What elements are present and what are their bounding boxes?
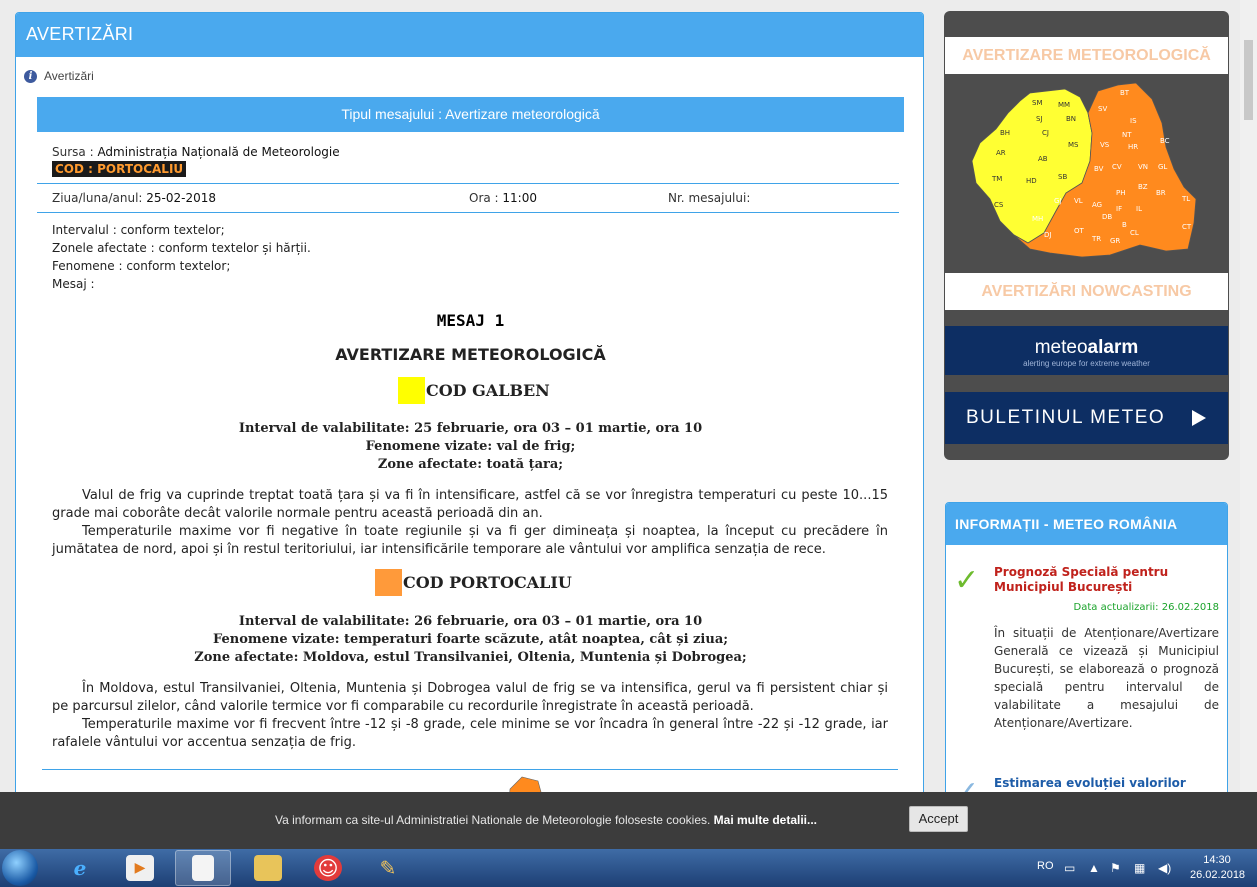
county-label-db: DB [1102,213,1113,221]
volume-icon[interactable]: ◀) [1158,861,1172,875]
county-label-ag: AG [1092,201,1103,209]
meteoalarm-logo-b: alarm [1087,337,1139,358]
orange-paragraph-1: În Moldova, estul Transilvaniei, Oltenia, Muntenia și Dobrogea valul de frig se va intensifica, gerul va fi persistent chiar și pe parcursul zilelor, când valorile termice vor fi comparabile cu recordurile înregistrate în această perioadă. [52,681,888,714]
hour-line [469,191,537,205]
warning-title: AVERTIZARE METEOROLOGICĂ [335,345,606,364]
scrollbar[interactable] [1240,0,1257,850]
county-label-bv: BV [1094,165,1104,173]
system-tray [1030,849,1257,887]
county-label-tm: TM [992,175,1003,183]
orange-interval: Interval de valabilitate: 26 februarie, ora 03 – 01 martie, ora 10 [238,614,703,629]
date-label: Ziua/luna/anul: [52,191,147,205]
main-header: AVERTIZĂRI [16,13,923,57]
flag-icon[interactable]: ⚑ [1110,861,1121,875]
code-badge: COD : PORTOCALIU [52,161,186,177]
county-label-bt: BT [1120,89,1130,97]
clock-date: 26.02.2018 [1190,869,1246,881]
app-taskbar-button[interactable] [300,850,356,886]
show-hidden-icon[interactable]: ▲ [1088,861,1100,875]
county-label-ot: OT [1074,227,1084,235]
interval-label: Intervalul : [52,223,121,237]
county-label-ct: CT [1182,223,1192,231]
info-panel [945,502,1228,812]
ie-taskbar-button[interactable] [52,850,108,886]
county-label-gj: GJ [1054,197,1062,205]
source-value: Administrația Națională de Meteorologie [97,145,340,159]
taskbar [0,849,1257,887]
county-label-bn: BN [1066,115,1077,123]
divider [37,183,899,184]
zones-line [52,239,311,257]
media-player-icon: ▶ [126,855,154,881]
breadcrumb [24,69,94,83]
code-orange-heading [375,569,572,596]
scrollbar-thumb[interactable] [1244,40,1253,120]
orange-phenomena: Fenomene vizate: temperaturi foarte scăzute, atât noaptea, cât și ziua; [212,632,729,647]
paint-icon: ✎ [379,856,397,880]
county-label-ph: PH [1116,189,1126,197]
county-label-sm: SM [1032,99,1043,107]
accept-button[interactable]: Accept [909,806,968,832]
county-label-bz: BZ [1138,183,1148,191]
clock-time: 14:30 [1203,854,1231,866]
date-line [52,191,216,205]
interval-value: conform textelor; [120,223,225,237]
main-panel [15,12,924,812]
nowcasting-link[interactable]: AVERTIZĂRI NOWCASTING [945,273,1228,310]
info1-text: În situații de Atenționare/Avertizare Generală ce vizează și Municipiul București, se elaborează o prognoză specială pentru intervalul de valabilitate a mesajului de Atenționare/Avertizare. [994,626,1219,730]
phen-value: conform textelor; [126,259,231,273]
county-label-ms: MS [1068,141,1079,149]
county-label-hd: HD [1026,177,1037,185]
county-label-mm: MM [1058,101,1071,109]
cookie-message: Va informam ca site-ul Administratiei Nationale de Meteorologie foloseste cookies. [275,813,714,827]
paint-taskbar-button[interactable] [360,850,416,886]
county-label-cj: CJ [1042,129,1049,137]
orange-zones: Zone afectate: Moldova, estul Transilvaniei, Oltenia, Muntenia și Dobrogea; [194,650,747,665]
county-label-ab: AB [1038,155,1048,163]
meteoalarm-tagline: alerting europe for extreme weather [1023,359,1150,368]
document-taskbar-button[interactable] [175,850,231,886]
code-orange-label: COD PORTOCALIU [403,573,572,592]
interval-line [52,221,311,239]
meteoalarm-logo-a: meteo [1034,337,1088,358]
cookie-bar [0,792,1257,849]
county-label-nt: NT [1122,131,1132,139]
date-value: 25-02-2018 [146,191,217,205]
county-label-tl: TL [1182,195,1191,203]
county-label-if: IF [1116,205,1123,213]
zones-label: Zonele afectate : [52,241,159,255]
county-label-sj: SJ [1036,115,1043,123]
language-indicator[interactable]: RO [1037,860,1054,872]
county-label-gr: GR [1110,237,1121,245]
code-yellow-heading [398,377,550,404]
phen-line [52,257,311,275]
info1-title[interactable]: Prognoză Specială pentru Municipiul București [994,565,1169,594]
start-button[interactable] [2,850,38,886]
breadcrumb-label[interactable]: Avertizări [44,69,94,83]
divider [37,212,899,213]
play-icon [1192,410,1206,426]
info1-date: Data actualizarii: 26.02.2018 [1073,602,1219,613]
county-label-cv: CV [1112,163,1122,171]
county-label-cs: CS [994,201,1004,209]
cookie-text [275,813,817,827]
media-taskbar-button[interactable] [112,850,168,886]
app-icon: ☺ [314,855,342,881]
yellow-paragraph-1: Valul de frig va cuprinde treptat toată țara și va fi în intensificare, astfel că se vor înregistra temperaturi cu peste 10...15 grade mai coborâte decât valorile normale pentru această perioadă din an. [52,488,888,521]
orange-text [52,680,888,752]
county-label-tr: TR [1092,235,1102,243]
msgnr-label: Nr. mesajului: [668,191,751,205]
yellow-details [16,420,924,474]
county-label-vs: VS [1100,141,1110,149]
yellow-text [52,487,888,559]
message-label: Mesaj : [52,277,95,291]
hour-label: Ora : [469,191,503,205]
orange-details [16,613,924,667]
avertizare-meteo-link[interactable]: AVERTIZARE METEOROLOGICĂ [945,37,1228,74]
county-label-vl: VL [1074,197,1083,205]
check-icon: ✓ [954,563,980,598]
buletin-meteo-button[interactable] [945,392,1228,444]
yellow-swatch [398,377,425,404]
cookie-details-link[interactable]: Mai multe detalii... [713,813,818,827]
county-label-dj: DJ [1044,231,1052,239]
message-type-bar: Tipul mesajului : Avertizare meteorologică [37,97,904,132]
romania-warning-map[interactable] [970,83,1203,263]
county-label-b: B [1122,221,1127,229]
county-label-br: BR [1156,189,1166,197]
yellow-zones: Zone afectate: toată țara; [377,457,564,472]
yellow-phenomena: Fenomene vizate: val de frig; [365,439,576,454]
ie-icon: e [73,856,87,880]
county-label-cl: CL [1130,229,1139,237]
folder-icon [254,855,282,881]
info-icon: i [24,70,37,83]
network-icon[interactable]: ▦ [1134,861,1146,875]
county-label-bh: BH [1000,129,1011,137]
source-label: Sursa : [52,145,98,159]
hour-value: 11:00 [502,191,537,205]
meteoalarm-logo [945,326,1228,359]
county-label-vn: VN [1138,163,1149,171]
info2-title[interactable]: Estimarea evoluției valorilor [994,776,1186,790]
orange-swatch [375,569,402,596]
code-yellow-label: COD GALBEN [426,381,550,400]
meteoalarm-banner[interactable] [945,326,1228,375]
county-label-sb: SB [1058,173,1068,181]
county-label-mh: MH [1032,215,1044,223]
yellow-paragraph-2: Temperaturile maxime vor fi negative în toate regiunile și va fi ger dimineața și noaptea, la început cu precădere în jumătatea de nord, apoi și în restul teritoriului, iar intensificările temporare ale vântului vor amplifica senzația de rece. [52,524,888,557]
warnings-sidebar [944,11,1229,460]
county-label-gl: GL [1158,163,1168,171]
info-header: INFORMAȚII - METEO ROMÂNIA [946,503,1227,545]
source-line [52,145,340,159]
clock[interactable] [1190,853,1244,883]
orange-paragraph-2: Temperaturile maxime vor fi frecvent între -12 și -8 grade, cele minime se vor încadra în general între -22 și -12 grade, iar rafalele vântului vor accentua senzația de frig. [52,717,888,750]
buletin-label: BULETINUL METEO [966,407,1166,428]
county-label-bc: BC [1160,137,1170,145]
zones-value: conform textelor și hărții. [158,241,311,255]
explorer-taskbar-button[interactable] [240,850,296,886]
keyboard-icon[interactable]: ▭ [1064,861,1076,875]
county-label-hr: HR [1128,143,1139,151]
fields-block [52,221,311,293]
document-icon [192,855,214,881]
phen-label: Fenomene : [52,259,127,273]
message-number: MESAJ 1 [436,311,505,330]
county-label-is: IS [1130,117,1137,125]
yellow-interval: Interval de valabilitate: 25 februarie, ora 03 – 01 martie, ora 10 [238,421,703,436]
county-label-il: IL [1136,205,1142,213]
county-label-ar: AR [996,149,1006,157]
county-label-sv: SV [1098,105,1108,113]
divider [42,769,898,770]
